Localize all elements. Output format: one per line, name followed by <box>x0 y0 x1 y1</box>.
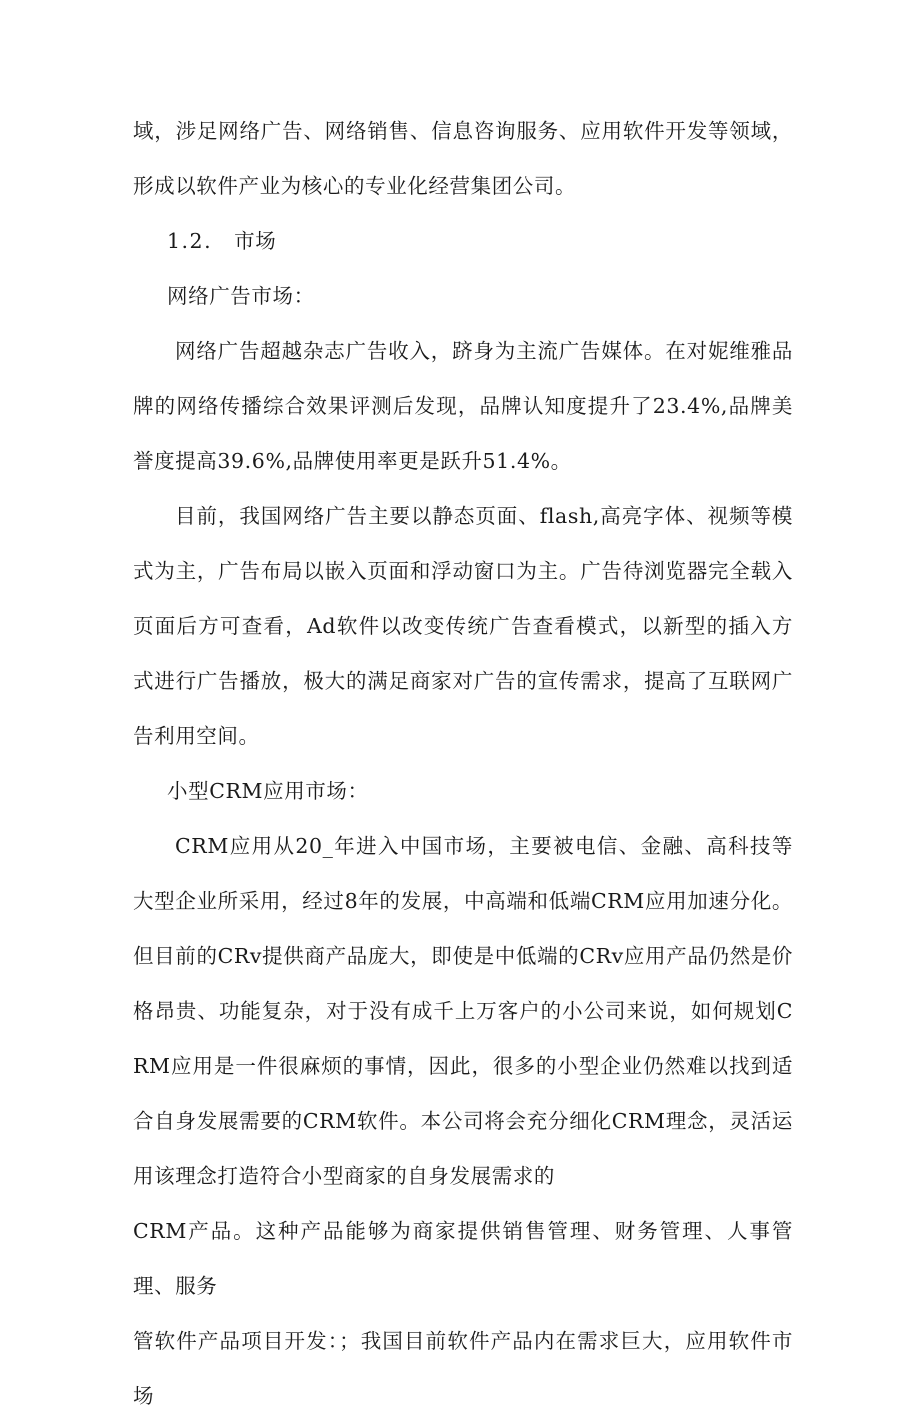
section-heading-number: 1.2. <box>167 229 213 253</box>
paragraph-ad-market-label: 网络广告市场： <box>167 284 315 308</box>
paragraph-company-scope-continued: 域，涉足网络广告、网络销售、信息咨询服务、应用软件开发等领域，形成以软件产业为核心的专业化经营集团公司。 <box>133 119 793 198</box>
section-heading-market <box>133 214 793 269</box>
section-heading-title: 市场 <box>234 229 277 253</box>
paragraph-ad-market-current-state: 目前，我国网络广告主要以静态页面、flash,高亮字体、视频等模式为主，广告布局以嵌入页面和浮动窗口为主。广告待浏览器完全载入页面后方可查看，Ad软件以改变传统广告查看模式，以新型的插入方式进行广告播放，极大的满足商家对广告的宣传需求，提高了互联网广告利用空间。 <box>133 504 793 748</box>
document-text-body <box>133 104 793 1424</box>
paragraph-crm-market-analysis: CRM应用从20_年进入中国市场，主要被电信、金融、高科技等大型企业所采用，经过8年的发展，中高端和低端CRM应用加速分化。但目前的CRv提供商产品庞大，即使是中低端的CRv应用产品仍然是价格昂贵、功能复杂，对于没有成千上万客户的小公司来说，如何规划CRM应用是一件很麻烦的事情，因此，很多的小型企业仍然难以找到适合自身发展需要的CRM软件。本公司将会充分细化CRM理念，灵活运用该理念打造符合小型商家的自身发展需求的 <box>133 834 793 1188</box>
paragraph-software-project-development: 管软件产品项目开发：；我国目前软件产品内在需求巨大，应用软件市场 <box>133 1329 793 1408</box>
paragraph-crm-market-label: 小型CRM应用市场： <box>167 779 369 803</box>
paragraph-crm-product-description: CRM产品。这种产品能够为商家提供销售管理、财务管理、人事管理、服务 <box>133 1219 793 1298</box>
paragraph-ad-market-stats: 网络广告超越杂志广告收入，跻身为主流广告媒体。在对妮维雅品牌的网络传播综合效果评测后发现，品牌认知度提升了23.4%,品牌美誉度提高39.6%,品牌使用率更是跃升51.4%。 <box>133 339 793 473</box>
